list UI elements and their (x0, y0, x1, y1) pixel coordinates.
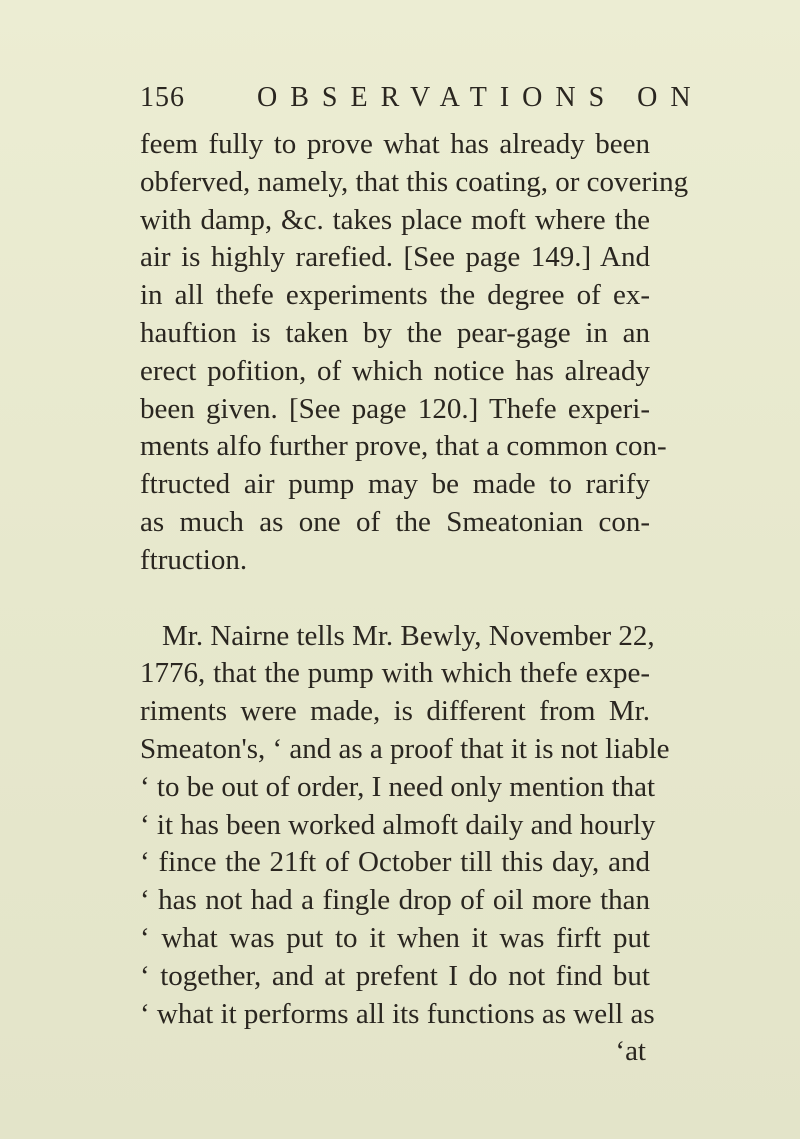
text-line: been given. [See page 120.] Thefe experi- (140, 392, 650, 425)
text-line: ‘ what it performs all its functions as well as (140, 997, 655, 1030)
text-line: ftructed air pump may be made to rarify (140, 468, 650, 501)
paragraph-break (140, 580, 650, 618)
text-line: Mr. Nairne tells Mr. Bewly, November 22, (162, 619, 655, 652)
text-line: feem fully to prove what has already been (140, 128, 650, 160)
text-line: Smeaton's, ‘ and as a proof that it is not liable (140, 732, 670, 765)
text-line: ‘ has not had a fingle drop of oil more than (140, 884, 650, 917)
catchword: ‘at (615, 1035, 646, 1068)
text-line: air is highly rarefied. [See page 149.] And (140, 241, 650, 274)
text-line: erect pofition, of which notice has already (140, 354, 650, 387)
page-header (140, 82, 704, 122)
text-line: 1776, that the pump with which thefe expe- (140, 657, 650, 690)
text-line: with damp, &c. takes place moft where the (140, 203, 650, 236)
running-head: OBSERVATIONS ON (257, 82, 704, 113)
text-line: ‘ together, and at prefent I do not find but (140, 959, 650, 992)
text-line: ‘ it has been worked almoft daily and hourly (140, 808, 656, 841)
body-text (140, 126, 689, 1071)
page-number: 156 (140, 82, 185, 113)
text-line: ‘ to be out of order, I need only mention that (140, 770, 656, 803)
text-line: riments were made, is different from Mr. (140, 695, 650, 728)
text-line: as much as one of the Smeatonian con- (140, 505, 650, 538)
text-line: ‘ what was put to it when it was firft put (140, 921, 650, 954)
text-line: obferved, namely, that this coating, or covering (140, 165, 689, 198)
text-line: ftruction. (140, 543, 248, 576)
text-line: ‘ fince the 21ft of October till this day, and (140, 846, 650, 879)
text-line: ments alfo further prove, that a common con- (140, 430, 667, 463)
text-line: hauftion is taken by the pear-gage in an (140, 316, 650, 349)
text-line: in all thefe experiments the degree of ex- (140, 279, 650, 312)
